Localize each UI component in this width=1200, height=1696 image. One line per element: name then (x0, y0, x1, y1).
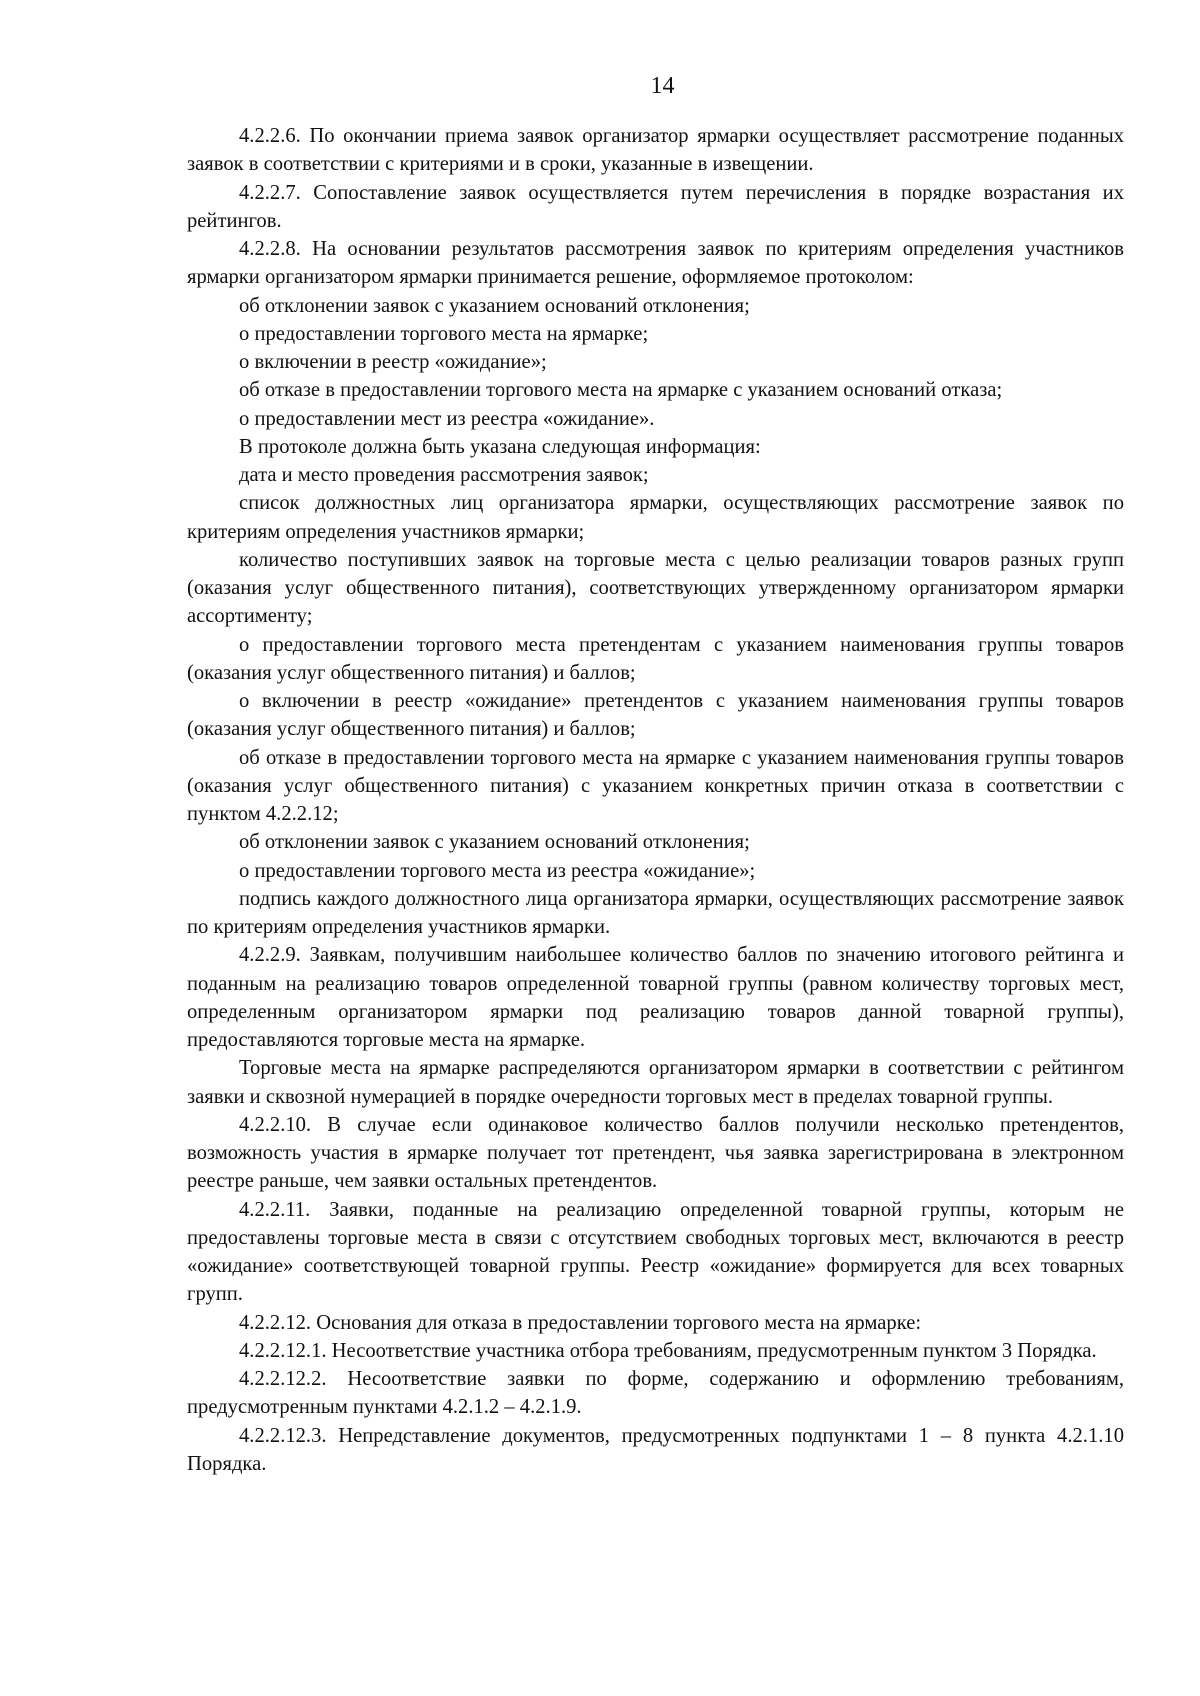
list-item: подпись каждого должностного лица организатора ярмарки, осуществляющих рассмотрение заявок по критериям определения участников ярмарки. (187, 887, 1124, 938)
document-body (187, 122, 1124, 1478)
list-item: о предоставлении мест из реестра «ожидание». (239, 407, 655, 430)
list-item: дата и место проведения рассмотрения заявок; (239, 464, 649, 486)
list-item: о включении в реестр «ожидание» претендентов с указанием наименования группы товаров (оказания услуг общественного питания) и баллов; (187, 690, 1124, 741)
paragraph-4-2-2-12-3: 4.2.2.12.3. Непредставление документов, предусмотренных подпунктами 1 – 8 пункта 4.2.1.10 Порядка. (187, 1424, 1124, 1475)
list-item: об отклонении заявок с указанием оснований отклонения; (239, 294, 750, 317)
paragraph-4-2-2-6: 4.2.2.6. По окончании приема заявок организатор ярмарки осуществляет рассмотрение поданных заявок в соответствии с критериями и в сроки, указанные в извещении. (187, 125, 1124, 176)
list-item: количество поступивших заявок на торговые места с целью реализации товаров разных групп (оказания услуг общественного питания), соответствующих утвержденному организатором ярмарки ассортименту; (187, 548, 1124, 628)
list-item: об отклонении заявок с указанием оснований отклонения; (239, 831, 750, 854)
paragraph-4-2-2-12-2: 4.2.2.12.2. Несоответствие заявки по форме, содержанию и оформлению требованиям, предусмотренным пунктами 4.2.1.2 – 4.2.1.9. (187, 1368, 1124, 1419)
paragraph-trading-places: Торговые места на ярмарке распределяются организатором ярмарки в соответствии с рейтингом заявки и сквозной нумерацией в порядке очередности торговых мест в пределах товарной группы. (187, 1057, 1124, 1108)
list-item: об отказе в предоставлении торгового места на ярмарке с указанием наименования группы товаров (оказания услуг общественного питания) с указанием конкретных причин отказа в соответствии с пунктом 4.2.2.12; (187, 746, 1124, 825)
paragraph-4-2-2-11: 4.2.2.11. Заявки, поданные на реализацию определенной товарной группы, которым не предоставлены торговые места в связи с отсутствием свободных торговых мест, включаются в реестр «ожидание» соответствующей товарной группы. Реестр «ожидание» формируется для всех товарных групп. (187, 1198, 1124, 1306)
paragraph-4-2-2-8: 4.2.2.8. На основании результатов рассмотрения заявок по критериям определения участников ярмарки организатором ярмарки принимается решение, оформляемое протоколом: (187, 238, 1124, 289)
paragraph-4-2-2-10: 4.2.2.10. В случае если одинаковое количество баллов получили несколько претендентов, возможность участия в ярмарке получает тот претендент, чья заявка зарегистрирована в электронном реестре раньше, чем заявки остальных претендентов. (187, 1113, 1124, 1193)
list-item: об отказе в предоставлении торгового места на ярмарке с указанием оснований отказа; (239, 379, 1003, 402)
paragraph-4-2-2-9: 4.2.2.9. Заявкам, получившим наибольшее количество баллов по значению итогового рейтинга и поданным на реализацию товаров определенной товарной группы (равном количеству торговых мест, определенным организатором ярмарки под реализацию товаров данной товарной группы), предоставляются торговые места на ярмарке. (187, 944, 1124, 1051)
list-item: о предоставлении торгового места из реестра «ожидание»; (239, 859, 756, 882)
paragraph-4-2-2-12-1: 4.2.2.12.1. Несоответствие участника отбора требованиям, предусмотренным пунктом 3 Порядка. (239, 1339, 1097, 1362)
protocol-info-heading: В протоколе должна быть указана следующая информация: (239, 435, 761, 458)
list-item: о включении в реестр «ожидание»; (239, 351, 547, 373)
paragraph-4-2-2-12: 4.2.2.12. Основания для отказа в предоставлении торгового места на ярмарке: (239, 1311, 922, 1334)
list-item: о предоставлении торгового места претендентам с указанием наименования группы товаров (оказания услуг общественного питания) и баллов; (187, 633, 1124, 684)
paragraph-4-2-2-7: 4.2.2.7. Сопоставление заявок осуществляется путем перечисления в порядке возрастания их рейтингов. (187, 181, 1124, 232)
page-number: 14 (650, 73, 675, 99)
list-item: о предоставлении торгового места на ярмарке; (239, 322, 649, 345)
list-item: список должностных лиц организатора ярмарки, осуществляющих рассмотрение заявок по критериям определения участников ярмарки; (187, 492, 1124, 543)
